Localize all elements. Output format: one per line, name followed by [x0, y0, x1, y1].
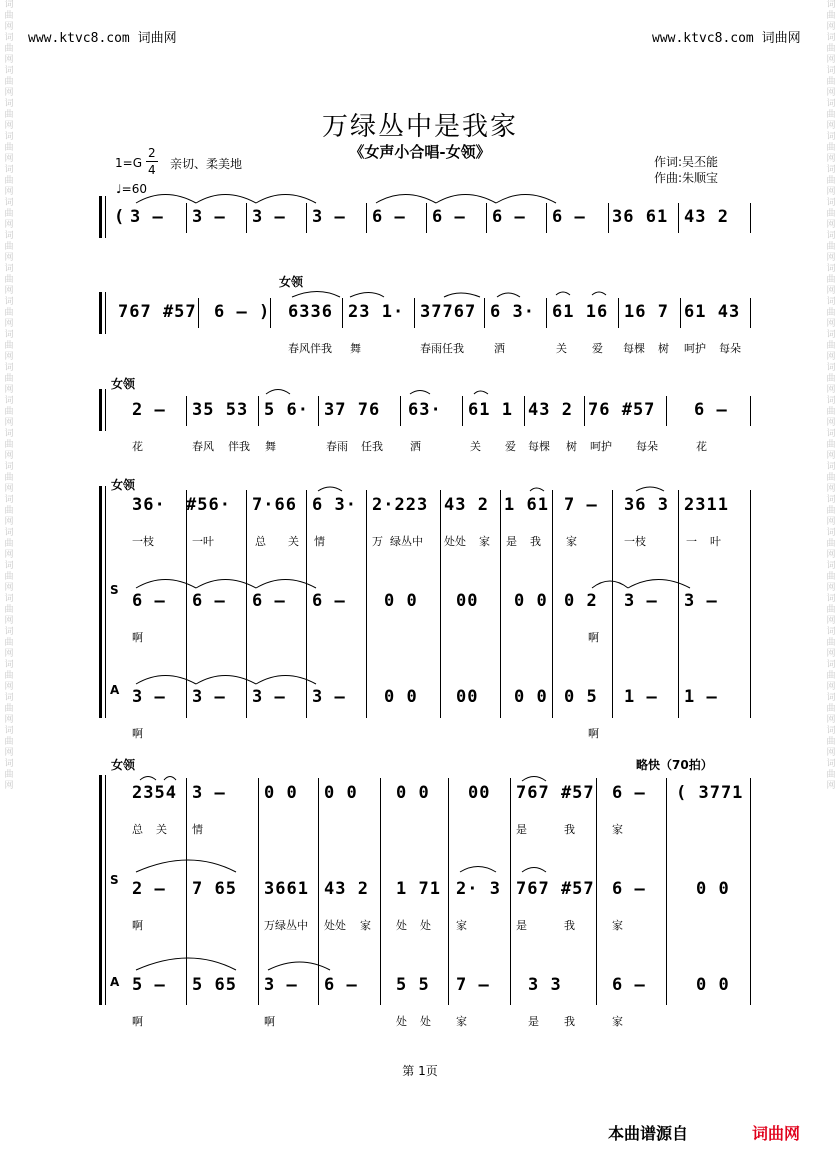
note: 6 3· — [312, 495, 357, 515]
lyric: 春雨 — [326, 440, 348, 453]
note: 6 – ) — [214, 302, 271, 322]
lyric: 爱 — [505, 440, 516, 453]
note: 3 – — [192, 207, 226, 227]
lyric: 是 — [506, 535, 517, 548]
lyric: 春风伴我 — [288, 342, 332, 355]
lyric: 处处 — [444, 535, 466, 548]
lyric: 处 — [420, 1015, 431, 1028]
lead-label: 女领 — [279, 275, 304, 289]
note: 3 – — [252, 687, 286, 707]
note: 6 – — [612, 783, 646, 803]
lyric: 洒 — [494, 342, 505, 355]
note: 00 — [456, 591, 479, 611]
note: 63· — [408, 400, 442, 420]
note: 5 – — [132, 975, 166, 995]
note: 6 – — [132, 591, 166, 611]
note: 36· — [132, 495, 166, 515]
note: 0 0 — [264, 783, 298, 803]
lyric: 一 — [686, 535, 697, 548]
note: 5 5 — [396, 975, 430, 995]
alto-label: A — [110, 683, 120, 697]
note: 5 6· — [264, 400, 309, 420]
note: 2 – — [132, 400, 166, 420]
lyric: 我 — [564, 1015, 575, 1028]
note: 61 16 — [552, 302, 609, 322]
lead-label: 女领 — [111, 758, 136, 772]
note: 3661 — [264, 879, 309, 899]
note: 2· 3 — [456, 879, 501, 899]
note: 43 2 — [684, 207, 729, 227]
note: 3 – — [192, 783, 226, 803]
lyric: 花 — [696, 440, 707, 453]
note: 7·66 — [252, 495, 297, 515]
note: 3 – — [132, 687, 166, 707]
lyric: 家 — [479, 535, 490, 548]
note: 2311 — [684, 495, 729, 515]
note: 3 – — [624, 591, 658, 611]
note: 2 – — [132, 879, 166, 899]
lyric: 春风 — [192, 440, 214, 453]
brand-logo[interactable]: 词曲网 — [752, 1124, 801, 1143]
lyric: 啊 — [132, 1015, 143, 1028]
note: 76 #57 — [588, 400, 656, 420]
note: 6 – — [694, 400, 728, 420]
note: 00 — [468, 783, 491, 803]
lyric: 啊 — [132, 727, 143, 740]
lyric: 家 — [360, 919, 371, 932]
lyric: 呵护 — [684, 342, 706, 355]
lyric: 啊 — [588, 727, 599, 740]
note: 16 7 — [624, 302, 669, 322]
time-top: 2 — [148, 146, 156, 160]
note: 37 76 — [324, 400, 381, 420]
lyric: 处 — [420, 919, 431, 932]
lyric: 我 — [564, 919, 575, 932]
lyric: 叶 — [710, 535, 721, 548]
song-title: 万绿丛中是我家 — [321, 112, 518, 142]
lyric: 家 — [612, 1015, 623, 1028]
note: 43 2 — [324, 879, 369, 899]
lyric: 爱 — [592, 342, 603, 355]
lyric: 舞 — [350, 342, 361, 355]
note: 00 — [456, 687, 479, 707]
note: 6336 — [288, 302, 333, 322]
lyric: 是 — [516, 919, 527, 932]
lyric: 啊 — [264, 1015, 275, 1028]
time-bottom: 4 — [148, 163, 156, 177]
note: 6 – — [252, 591, 286, 611]
lyric: 万绿丛中 — [264, 919, 308, 932]
note: 37767 — [420, 302, 477, 322]
note: 1 61 — [504, 495, 549, 515]
lyric: 啊 — [588, 631, 599, 644]
lead-label: 女领 — [111, 377, 136, 391]
lyric: 树 — [658, 342, 669, 355]
left-watermark: 词曲网词曲网词曲网词曲网词曲网词曲网词曲网词曲网词曲网词曲网词曲网词曲网词曲网词曲网词曲网词曲网词曲网词曲网词曲网词曲网词曲网词曲网词曲网词曲网 — [4, 0, 14, 791]
note: 0 2 — [564, 591, 598, 611]
note: 0 0 — [696, 975, 730, 995]
note: 6 – — [312, 591, 346, 611]
lyric: 每朵 — [719, 342, 741, 355]
lyric: 万 — [372, 535, 383, 548]
note: 3 – — [252, 207, 286, 227]
key-signature: 1=G — [115, 156, 142, 170]
lyric: 家 — [612, 823, 623, 836]
song-subtitle: 《女声小合唱-女领》 — [349, 143, 491, 161]
lyric: 我 — [564, 823, 575, 836]
note: 35 53 — [192, 400, 249, 420]
lyric: 一叶 — [192, 535, 214, 548]
lyric: 绿丛中 — [390, 535, 423, 548]
note: 6 – — [612, 975, 646, 995]
note: 61 1 — [468, 400, 513, 420]
note: 36 3 — [624, 495, 669, 515]
note: 0 0 — [396, 783, 430, 803]
note: 1 – — [684, 687, 718, 707]
lyric: 家 — [456, 919, 467, 932]
lyric: 任我 — [361, 440, 383, 453]
soprano-label: S — [110, 873, 119, 887]
note: 2·223 — [372, 495, 429, 515]
note: 0 0 — [324, 783, 358, 803]
note: 0 0 — [384, 687, 418, 707]
lyric: 关 — [156, 823, 167, 836]
lyric: 每棵 — [623, 342, 645, 355]
note: 3 – — [312, 687, 346, 707]
lyric: 处处 — [324, 919, 346, 932]
lyric: 花 — [132, 440, 143, 453]
note: 1 – — [624, 687, 658, 707]
note: 43 2 — [444, 495, 489, 515]
tempo-marking: ♩=60 — [116, 182, 147, 196]
note: 43 2 — [528, 400, 573, 420]
note: 767 #57 — [516, 879, 595, 899]
lyric: 处 — [396, 1015, 407, 1028]
lyric: 伴我 — [228, 440, 250, 453]
note: 36 61 — [612, 207, 669, 227]
header-left-url[interactable]: www.ktvc8.com 词曲网 — [28, 31, 177, 46]
lyric: 家 — [456, 1015, 467, 1028]
alto-label: A — [110, 975, 120, 989]
note: ( 3771 — [676, 783, 744, 803]
lyric: 呵护 — [590, 440, 612, 453]
header-right-url[interactable]: www.ktvc8.com 词曲网 — [652, 31, 801, 46]
lyric: 舞 — [265, 440, 276, 453]
lyric: 是 — [528, 1015, 539, 1028]
lyric: 情 — [314, 535, 325, 548]
note: 1 71 — [396, 879, 441, 899]
lyric: 情 — [192, 823, 203, 836]
note: 6 – — [432, 207, 466, 227]
note: 0 0 — [514, 591, 548, 611]
expression-marking: 亲切、柔美地 — [170, 157, 243, 171]
right-watermark: 词曲网词曲网词曲网词曲网词曲网词曲网词曲网词曲网词曲网词曲网词曲网词曲网词曲网词曲网词曲网词曲网词曲网词曲网词曲网词曲网词曲网词曲网词曲网词曲网 — [826, 0, 836, 791]
note: 6 – — [192, 591, 226, 611]
lyric: 总 — [255, 535, 266, 548]
note: 2354 — [132, 783, 177, 803]
lyric: 处 — [396, 919, 407, 932]
lyric: 啊 — [132, 919, 143, 932]
note: 3 3 — [528, 975, 562, 995]
note: 3 – — [264, 975, 298, 995]
lyric: 一枝 — [132, 535, 154, 548]
note: 3 – — [684, 591, 718, 611]
lead-label: 女领 — [111, 478, 136, 492]
tempo-change-label: 略快（70拍） — [636, 758, 713, 772]
lyric: 每棵 — [528, 440, 550, 453]
note: 0 5 — [564, 687, 598, 707]
note: 0 0 — [696, 879, 730, 899]
lyric: 一枝 — [624, 535, 646, 548]
note: 6 – — [492, 207, 526, 227]
lyric: 啊 — [132, 631, 143, 644]
note: 767 #57 — [516, 783, 595, 803]
note: 0 0 — [514, 687, 548, 707]
note: 767 #57 — [118, 302, 197, 322]
note: 7 – — [456, 975, 490, 995]
lyric: 家 — [612, 919, 623, 932]
lyric: 关 — [288, 535, 299, 548]
lyric: 关 — [470, 440, 481, 453]
page-number: 第 1页 — [402, 1064, 438, 1078]
note: 6 3· — [490, 302, 535, 322]
soprano-label: S — [110, 583, 119, 597]
note: #56· — [186, 495, 231, 515]
note: 6 – — [324, 975, 358, 995]
note: 0 0 — [384, 591, 418, 611]
note: 6 – — [612, 879, 646, 899]
note: 5 65 — [192, 975, 237, 995]
lyric: 每朵 — [636, 440, 658, 453]
note: ( — [114, 207, 126, 227]
lyric: 关 — [556, 342, 567, 355]
note: 3 – — [130, 207, 164, 227]
note: 7 – — [564, 495, 598, 515]
lyric: 洒 — [410, 440, 421, 453]
lyric: 我 — [530, 535, 541, 548]
note: 61 43 — [684, 302, 741, 322]
lyric: 总 — [132, 823, 143, 836]
lyric: 是 — [516, 823, 527, 836]
note: 7 65 — [192, 879, 237, 899]
lyricist: 作词:吴丕能 — [654, 155, 719, 169]
note: 6 – — [372, 207, 406, 227]
note: 6 – — [552, 207, 586, 227]
lyric: 春雨任我 — [420, 342, 464, 355]
note: 3 – — [312, 207, 346, 227]
composer: 作曲:朱顺宝 — [654, 171, 719, 185]
lyric: 树 — [566, 440, 577, 453]
note: 3 – — [192, 687, 226, 707]
lyric: 家 — [566, 535, 577, 548]
source-label: 本曲谱源自 — [608, 1124, 689, 1143]
note: 23 1· — [348, 302, 405, 322]
